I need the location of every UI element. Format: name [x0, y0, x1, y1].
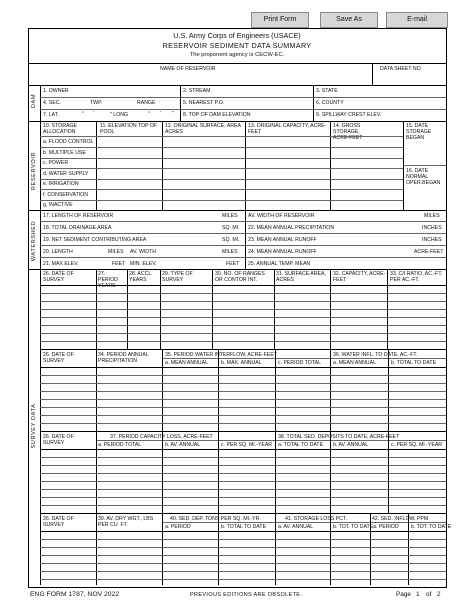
grid-row-line [40, 301, 446, 302]
per-sqmi-subheader-3: c. PER SQ. MI.-YEAR [221, 442, 273, 448]
conservation-label: f. CONSERVATION [43, 192, 88, 198]
miles-unit: MILES [424, 213, 440, 219]
tot-to-date-subheader-4: b. TOT. TO DATE [333, 524, 374, 530]
grid-row-line [40, 489, 446, 490]
grid-row-line [40, 309, 446, 310]
storage-allocation-header: 10. STORAGE ALLOCATION [43, 123, 77, 135]
grid-column-line [275, 431, 276, 513]
date-storage-began-header: 15. DATE STORAGE BEGAN [406, 123, 432, 141]
precip-label: 22. MEAN ANNUAL PRECIPITATION [248, 225, 335, 231]
long-second-mark: " [172, 111, 174, 117]
grid-row-line [40, 423, 446, 424]
accl-years-header: 28. ACCL. YEARS [129, 271, 153, 283]
grid-row-line [40, 293, 446, 294]
grid-row-line [40, 325, 446, 326]
av-annual-subheader-3b: b. AV. ANNUAL [333, 442, 369, 448]
survey-date-header: 26. DATE OF SURVEY [43, 271, 74, 283]
grid-row-line [40, 407, 446, 408]
annual-temp-label: 25. ANNUAL TEMP. MEAN [248, 261, 311, 267]
sed-inflow-header: 42. SED. INFLOW, PPM [372, 516, 429, 522]
grid-row-line [40, 399, 446, 400]
grid-row-line [40, 539, 446, 540]
long-degree-mark: ° [148, 111, 151, 117]
form-number: ENG FORM 1787, NOV 2022 [30, 591, 120, 598]
reservoir-name-label: NAME OF RESERVOIR [160, 66, 216, 72]
survey-date-header-2: 26. DATE OF SURVEY [43, 352, 74, 364]
surface-area-header: 31. SURFACE AREA, ACRES [276, 271, 326, 283]
grid-column-line [218, 513, 219, 585]
state-label: 3. STATE [316, 88, 338, 94]
survey-date-header-3: 26. DATE OF SURVEY [43, 434, 74, 446]
twp-label: TWP. [90, 100, 103, 106]
capacity-header: 32. CAPACITY, ACRE-FEET [333, 271, 386, 283]
period-total-subheader-3: a. PERIOD TOTAL [98, 442, 142, 448]
elev-top-header: 11. ELEVATION TOP OF POOL [100, 123, 158, 135]
grid-column-line [275, 349, 276, 431]
grid-column-line [408, 513, 409, 585]
min-elev-label: MIN. ELEV. [130, 261, 157, 267]
grid-row-line [40, 571, 446, 572]
survey-date-header-4: 26. DATE OF SURVEY [43, 516, 74, 528]
spillway-label: 9. SPILLWAY CREST ELEV. [316, 112, 382, 118]
max-elev-label: 21. MAX ELEV. [43, 261, 79, 267]
miles-unit: MILES [222, 249, 238, 255]
storage-loss-header: 41. STORAGE LOSS PCT. [285, 516, 347, 522]
page-total: 2 [437, 591, 441, 598]
grid-column-line [96, 513, 97, 585]
flood-control-label: a. FLOOD CONTROL [43, 139, 94, 145]
long-minute-mark: ' [160, 111, 161, 117]
grid-row-line [40, 473, 446, 474]
runoff-acft-label: 24. MEAN ANNUAL RUNOFF [248, 249, 317, 255]
miles-unit: MILES [222, 213, 238, 219]
form-title: RESERVOIR SEDIMENT DATA SUMMARY [162, 41, 312, 50]
page-label: Page [396, 591, 411, 598]
orig-area-header: 12. ORIGINAL SURFACE, AREA ACRES [165, 123, 241, 135]
inches-unit: INCHES [422, 237, 442, 243]
miles-unit: MILES [108, 249, 124, 255]
dry-weight-header: 39. AV. DRY WGT., LBS PER CU. FT. [98, 516, 154, 528]
lat-minute-mark: ' [93, 111, 94, 117]
grid-row-line [40, 341, 446, 342]
grid-column-line [162, 431, 163, 513]
grid-row-line [40, 563, 446, 564]
grid-row-line [40, 481, 446, 482]
water-supply-label: d. WATER SUPPLY [43, 171, 89, 177]
grid-row-line [40, 317, 446, 318]
av-annual-subheader-3: b. AV. ANNUAL [165, 442, 201, 448]
email-button[interactable]: E-mail [386, 12, 448, 28]
tot-to-date-subheader-4b: b. TOT. TO DATE [411, 524, 452, 530]
multiple-use-label: b. MULTIPLE USE [43, 150, 86, 156]
precip-period-header: 34. PERIOD ANNUAL PRECIPITATION [98, 352, 149, 364]
range-label: RANGE [137, 100, 156, 106]
sqmi-unit: SQ. MI. [222, 225, 240, 231]
grid-row-line [40, 333, 446, 334]
irrigation-label: e. IRRIGATION [43, 181, 79, 187]
ranges-header: 30. NO. OF RANGES OR CONTOR INT. [215, 271, 265, 283]
save-as-button[interactable]: Save As [320, 12, 378, 28]
grid-row-line [40, 555, 446, 556]
long-label: " LONG [110, 112, 128, 118]
acft-unit: ACRE-FEET [414, 249, 444, 255]
inactive-label: g. INACTIVE [43, 202, 73, 208]
grid-row-line [40, 547, 446, 548]
gross-storage-header: 14. GROSS STORAGE, ACRE-FEET [333, 123, 363, 141]
grid-row-line [40, 415, 446, 416]
survey-type-header: 29. TYPE OF SURVEY [162, 271, 193, 283]
grid-row-line [40, 375, 446, 376]
proponent-note: The proponent agency is CECW-EC. [189, 52, 285, 58]
grid-column-line [96, 431, 97, 513]
grid-row-line [40, 383, 446, 384]
grid-row-line [40, 391, 446, 392]
grid-column-line [330, 431, 331, 513]
page-of: of [426, 591, 432, 598]
grid-column-line [162, 349, 163, 431]
av-width-label: AV. WIDTH [130, 249, 156, 255]
grid-column-line [218, 349, 219, 431]
sqmi-unit: SQ. MI. [222, 237, 240, 243]
grid-column-line [330, 513, 331, 585]
grid-column-line [218, 431, 219, 513]
grid-column-line [330, 349, 331, 431]
power-label: c. POWER [43, 160, 69, 166]
grid-row-line [40, 579, 446, 580]
grid-row-line [40, 465, 446, 466]
grid-column-line [162, 513, 163, 585]
data-sheet-input[interactable] [374, 73, 444, 84]
survey-section-label: SURVEY DATA [31, 403, 37, 449]
max-annual-subheader: b. MAX. ANNUAL [221, 360, 262, 366]
page-number: 1 [416, 591, 420, 598]
net-sediment-area-label: 19. NET SEDIMENT CONTRIBUTING AREA [43, 237, 147, 243]
mean-annual-subheader-2: a. MEAN ANNUAL [333, 360, 376, 366]
total-to-date-subheader-3: a. TOTAL TO DATE [278, 442, 324, 448]
grid-column-line [388, 349, 389, 431]
sed-dep-tons-header: 40. SED. DEP. TONS PER SQ. MI.-YR. [170, 516, 261, 522]
sed-deposits-header: 38. TOTAL SED. DEPOSITS TO DATE, ACRE-FEET [278, 434, 400, 440]
top-dam-label: 8. TOP OF DAM ELEVATION [183, 112, 251, 118]
period-total-subheader: c. PERIOD TOTAL [278, 360, 321, 366]
per-sqmi-subheader-3b: c. PER SQ. MI.-YEAR [391, 442, 443, 448]
total-to-date-subheader-4: b. TOTAL TO DATE [221, 524, 267, 530]
grid-column-line [96, 349, 97, 431]
period-subheader-4b: a. PERIOD [373, 524, 399, 530]
orig-capacity-header: 13. ORIGINAL CAPACITY, ACRE-FEET [248, 123, 327, 135]
mean-annual-subheader: a. MEAN ANNUAL [165, 360, 208, 366]
drainage-area-label: 18. TOTAL DRAINAGE AREA [43, 225, 112, 231]
runoff-label: 23. MEAN ANNUAL RUNOFF [248, 237, 317, 243]
county-label: 6. COUNTY [316, 100, 344, 106]
inches-unit: INCHES [422, 225, 442, 231]
data-sheet-label: DATA SHEET NO. [380, 66, 423, 72]
length-label: 20. LENGTH [43, 249, 73, 255]
grid-column-line [275, 513, 276, 585]
period-years-header: 27. PERIOD YEARS [98, 271, 118, 289]
water-inflow-header: 35. PERIOD WATER INTERFLOW, ACRE-FEET [165, 352, 277, 358]
av-width-reservoir-label: AV. WIDTH OF RESERVOIR [248, 213, 315, 219]
dam-section-label: DAM [31, 93, 37, 109]
grid-column-line [388, 431, 389, 513]
lat-label: 7. LAT. [43, 112, 59, 118]
ci-ratio-header: 33. C/I RATIO, AC.-FT. PER AC.-FT. [390, 271, 443, 283]
stream-label: 2. STREAM [183, 88, 211, 94]
lat-degree-mark: ° [82, 111, 85, 117]
grid-row-line [40, 497, 446, 498]
length-reservoir-label: 17. LENGTH OF RESERVOIR [43, 213, 114, 219]
obsolete-note: PREVIOUS EDITIONS ARE OBSOLETE. [190, 592, 303, 598]
feet-unit: FEET [112, 261, 126, 267]
capacity-loss-header: 37. PERIOD CAPACITY LOSS, ACRE-FEET [110, 434, 213, 440]
feet-unit: FEET [226, 261, 240, 267]
nearest-po-label: 5. NEAREST P.O. [183, 100, 225, 106]
reservoir-section-label: RESERVOIR [31, 151, 37, 191]
inflow-to-date-header: 36. WATER INFL. TO DATE, AC.-FT. [333, 352, 418, 358]
total-to-date-subheader: b. TOTAL TO DATE [391, 360, 437, 366]
agency-name: U.S. Army Corps of Engineers (USACE) [173, 31, 301, 40]
reservoir-name-input[interactable] [30, 73, 370, 84]
grid-row-line [40, 505, 446, 506]
watershed-section-label: WATERSHED [31, 220, 37, 262]
period-subheader-4: a. PERIOD [165, 524, 191, 530]
sec-label: 4. SEC. [43, 100, 61, 106]
grid-row-line [40, 457, 446, 458]
date-normal-oper-header: 16. DATE NORMAL OPER.BEGAN [406, 168, 441, 186]
av-annual-subheader-4: a. AV. ANNUAL [278, 524, 314, 530]
print-form-button[interactable]: Print Form [251, 12, 309, 28]
owner-label: 1. OWNER [43, 88, 69, 94]
grid-column-line [370, 513, 371, 585]
